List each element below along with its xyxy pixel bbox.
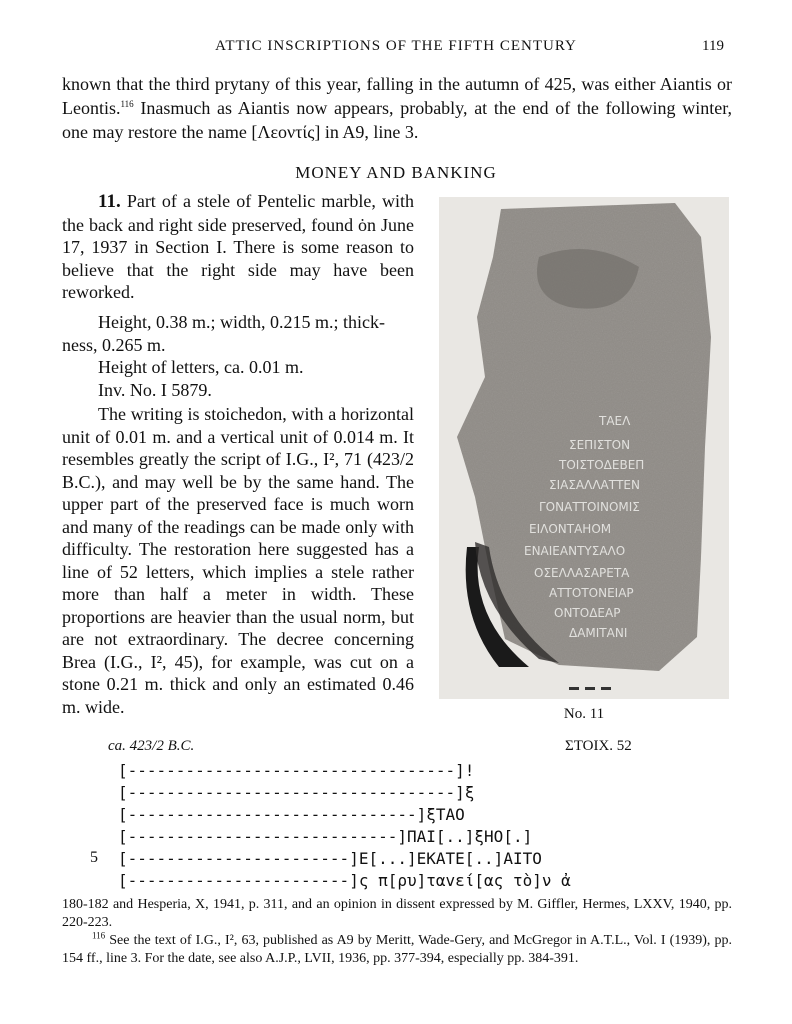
inscription-date: ca. 423/2 B.C.	[108, 738, 195, 754]
inscription-line: [----------------------------]ΠΑΙ[..]ξΗΟ[.]	[118, 827, 533, 846]
stele-photo	[439, 197, 729, 699]
running-header: ATTIC INSCRIPTIONS OF THE FIFTH CENTURY	[215, 38, 577, 54]
page-number: 119	[702, 38, 724, 54]
svg-text:ΣΙΑΣΑΛΛΑΤΤΕΝ: ΣΙΑΣΑΛΛΑΤΤΕΝ	[549, 478, 640, 492]
stoichedon-count: ΣΤΟΙΧ. 52	[565, 738, 632, 754]
svg-text:ΤΟΙΣΤΟΔΕΒΕΠ: ΤΟΙΣΤΟΔΕΒΕΠ	[559, 458, 645, 472]
inscription-line: [------------------------------]ξΤΑΟ	[118, 805, 465, 824]
inscription-line: [-----------------------]Ε[...]ΕΚΑΤΕ[..]ΑΙΤΟ	[118, 849, 542, 868]
svg-text:ΕΝΑΙΕΑΝΤΥΣΑΛΟ: ΕΝΑΙΕΑΝΤΥΣΑΛΟ	[524, 544, 626, 558]
spec-line: Height, 0.38 m.; width, 0.215 m.; thick-	[98, 312, 385, 332]
intro-paragraph	[62, 72, 732, 144]
svg-text:ΟΣΕΛΛΑΣΑΡΕΤΑ: ΟΣΕΛΛΑΣΑΡΕΤΑ	[534, 566, 630, 580]
spec-line: ness, 0.265 m.	[62, 334, 166, 355]
intro-text-2: Inasmuch as Aiantis now appears, probably, at the end of the following winter, one may restore the name [Λεοντίς] in A9, line 3.	[62, 98, 732, 142]
footnote-text: See the text of I.G., I², 63, published as A9 by Meritt, Wade-Gery, and McGregor in A.T.L., Vol. I (1939), pp. 154 ff., line 3. For the date, see also A.J.P., LVII, 1936, pp. 377-394, especially pp. 384-391.	[62, 933, 732, 966]
svg-text:ΔΑΜΙΤΑΝΙ: ΔΑΜΙΤΑΝΙ	[569, 626, 628, 640]
entry-specs	[62, 311, 418, 401]
intro-text-1: known that the third prytany of this year, falling in the autumn of 425, was either Aiantis or Leontis.	[62, 74, 732, 118]
stele-image	[439, 197, 729, 699]
footnote-ref: 116	[120, 99, 134, 109]
spec-line: Height of letters, ca. 0.01 m.	[98, 357, 304, 377]
svg-text:ΓΟΝΑΤΤΟΙΝΟΜΙΣ: ΓΟΝΑΤΤΟΙΝΟΜΙΣ	[539, 500, 640, 514]
footnotes	[62, 896, 732, 968]
entry-number: 11.	[98, 191, 121, 212]
svg-text:ΟΝΤΟΔΕΑΡ: ΟΝΤΟΔΕΑΡ	[554, 606, 621, 620]
spec-line: Inv. No. I 5879.	[98, 379, 212, 400]
footnote-continuation: 180-182 and Hesperia, X, 1941, p. 311, and an opinion in dissent expressed by M. Giffler, Hermes, LXXV, 1940, pp. 220-223.	[62, 897, 732, 930]
svg-text:ΑΤΤΟΤΟΝΕΙΑΡ: ΑΤΤΟΤΟΝΕΙΑΡ	[549, 586, 634, 600]
svg-text:ΤΑΕΛ: ΤΑΕΛ	[599, 414, 631, 428]
line-number: 5	[90, 849, 98, 866]
inscription-line: [-----------------------]ς π[ρυ]ταvεί[ας τὸ]ν ἀ	[118, 871, 571, 890]
figure-caption: No. 11	[563, 706, 605, 722]
footnote-number: 116	[92, 930, 106, 941]
entry-description	[62, 190, 414, 304]
entry-discussion	[62, 403, 414, 718]
footnote-116	[62, 932, 732, 968]
inscription-line: [----------------------------------]!	[118, 761, 475, 780]
entry-description-text: Part of a stele of Pentelic marble, with the back and right side preserved, found ȯn June 17, 1937 in Section I. There is some reason to believe that the right side may have been reworked.	[62, 191, 414, 302]
discussion-text: The writing is stoichedon, with a horizontal unit of 0.01 m. and a vertical unit of 0.014 m. It resembles greatly the script of I.G., I², 71 (423/2 B.C.), and may well be by the same hand. The upper part of the preserved face is much worn and many of the readings can be made only with difficulty. The restoration here suggested has a line of 52 letters, which implies a stele rather more than half a meter in width. These proportions are heavier than the usual norm, but are not extraordinary. The decree concerning Brea (I.G., I², 45), for example, was cut on a stone 0.21 m. thick and only an estimated 0.46 m. wide.	[62, 404, 414, 717]
svg-text:ΣΕΠΙΣΤΟΝ: ΣΕΠΙΣΤΟΝ	[569, 438, 631, 452]
section-title: MONEY AND BANKING	[295, 163, 497, 182]
inscription-line: [----------------------------------]ξ	[118, 783, 475, 802]
svg-text:ΕΙΛΟΝΤΑΗΟΜ: ΕΙΛΟΝΤΑΗΟΜ	[529, 522, 612, 536]
